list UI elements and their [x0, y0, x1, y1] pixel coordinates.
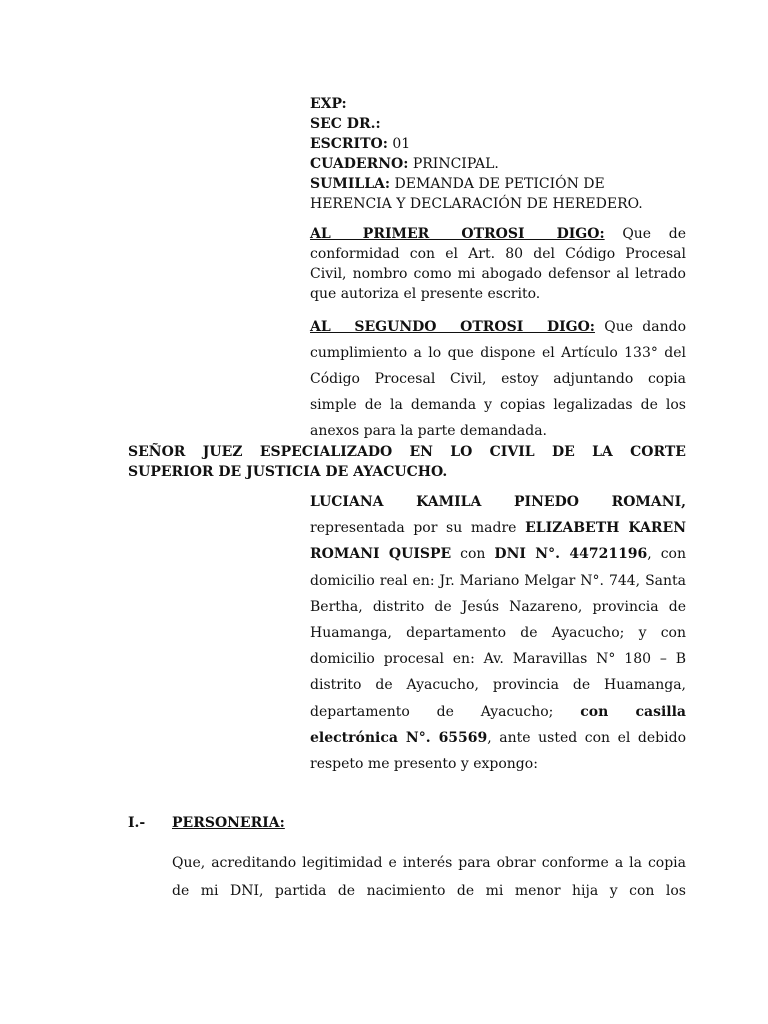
party-details [310, 515, 686, 777]
addressee-word: EN [409, 444, 433, 460]
cuaderno-label: CUADERNO: [310, 156, 409, 172]
exp-line [310, 94, 690, 114]
first-otrosi [310, 224, 686, 304]
party-identification [310, 489, 686, 777]
sec-line [310, 114, 690, 134]
addressee-word: JUEZ [202, 444, 243, 460]
sumilla-label: SUMILLA: [310, 176, 391, 192]
party-name-line [310, 489, 686, 515]
sec-label: SEC DR.: [310, 116, 381, 132]
sumilla-line [310, 174, 690, 194]
escrito-label: ESCRITO: [310, 136, 388, 152]
sumilla-line-2 [310, 194, 690, 214]
party-name-word: PINEDO [514, 494, 579, 510]
party-name-word: LUCIANA [310, 494, 384, 510]
addressee [128, 442, 686, 482]
party-name-word: ROMANI, [611, 494, 686, 510]
section-title: PERSONERIA: [172, 815, 285, 831]
casilla-electronica: con casilla electrónica N°. 65569 [310, 703, 687, 746]
second-otrosi-title: AL SEGUNDO OTROSI DIGO: [310, 319, 595, 335]
addressee-word: DE [551, 444, 575, 460]
sumilla-value-2: HERENCIA Y DECLARACIÓN DE HEREDERO. [310, 196, 643, 212]
con-text: con [460, 546, 486, 563]
party-name-word: KAMILA [416, 494, 482, 510]
second-otrosi-text: Que dando cumplimiento a lo que dispone el Artículo 133° del Código Procesal Civil, estoy adjuntando copia simple de la demanda y copias legalizadas de los anexos para la parte demandada. [310, 319, 686, 439]
address-text: , con domicilio real en: Jr. Mariano Melgar N°. 744, Santa Bertha, distrito de Jesús Nazareno, provincia de Huamanga, departamento de Ayacucho; y con domicilio procesal en: Av. Maravillas N° 180 – B distrito de Ayacucho, provincia de Huamanga, departamento de Ayacucho; [310, 546, 686, 720]
exp-label: EXP: [310, 96, 347, 112]
addressee-word: CORTE [630, 444, 686, 460]
addressee-line-1 [128, 442, 686, 462]
addressee-word: ESPECIALIZADO [259, 444, 393, 460]
addressee-word: LO [450, 444, 473, 460]
sumilla-value-1: DEMANDA DE PETICIÓN DE [394, 176, 605, 192]
closing-text: , ante usted con el debido respeto me presento y expongo: [310, 729, 686, 773]
addressee-word: CIVIL [489, 444, 535, 460]
dni-number: DNI N°. 44721196 [494, 546, 648, 563]
first-otrosi-text: Que de conformidad con el Art. 80 del Código Procesal Civil, nombro como mi abogado defensor al letrado que autoriza el presente escrito. [310, 226, 687, 302]
first-otrosi-title: AL PRIMER OTROSI DIGO: [310, 226, 605, 242]
addressee-line-2: SUPERIOR DE JUSTICIA DE AYACUCHO. [128, 464, 448, 480]
case-header [310, 94, 690, 214]
addressee-word: SEÑOR [128, 444, 186, 460]
represented-by: representada por su madre [310, 520, 517, 537]
escrito-line [310, 134, 690, 154]
cuaderno-value: PRINCIPAL. [412, 156, 499, 172]
cuaderno-line [310, 154, 690, 174]
section-number: I.- [128, 815, 146, 831]
escrito-value: 01 [392, 136, 411, 152]
mother-name: ELIZABETH KAREN ROMANI QUISPE [310, 520, 686, 563]
addressee-word: LA [592, 444, 613, 460]
second-otrosi [310, 314, 686, 444]
personeria-paragraph: Que, acreditando legitimidad e interés para obrar conforme a la copia de mi DNI, partida de nacimiento de mi menor hija y con los [172, 855, 686, 899]
